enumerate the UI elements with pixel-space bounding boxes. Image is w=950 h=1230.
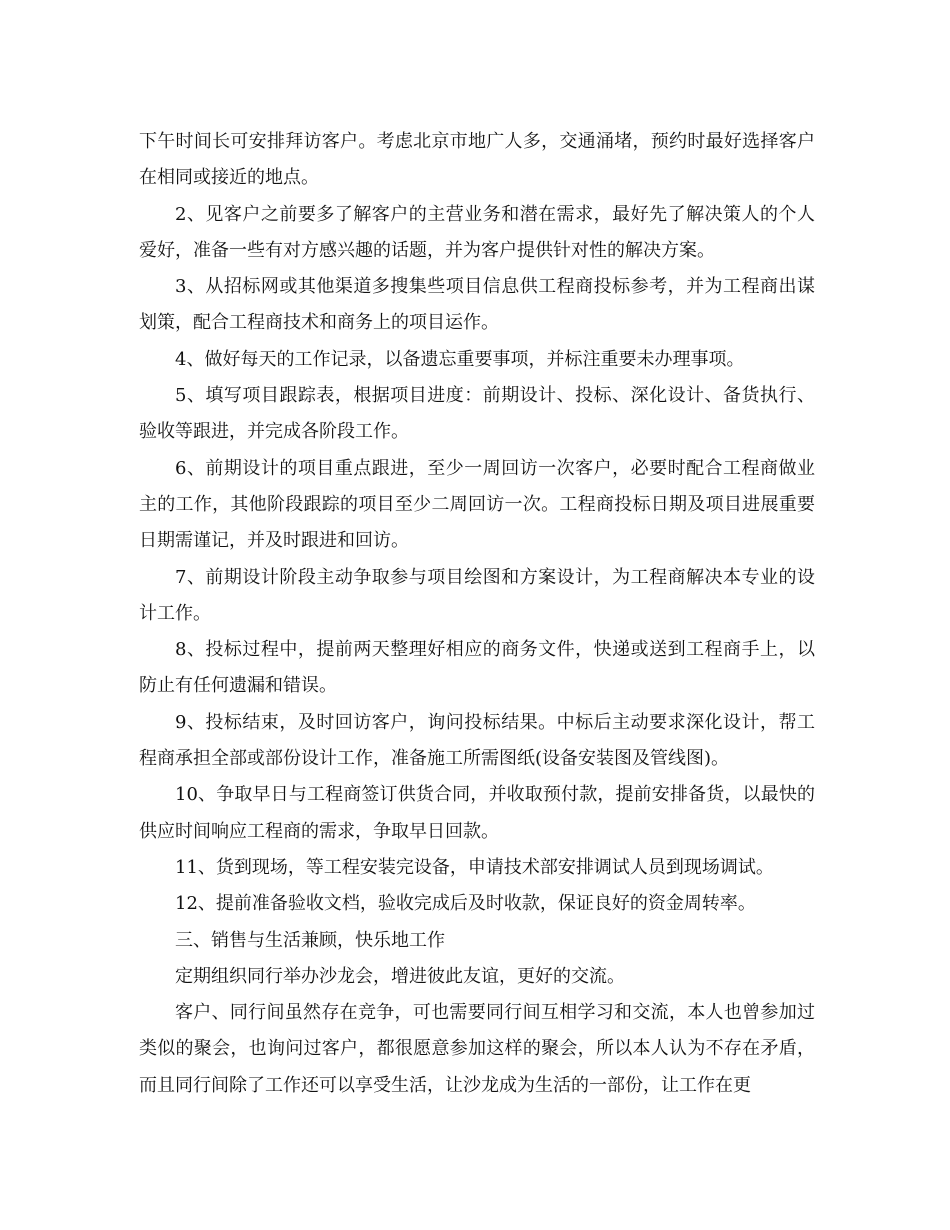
paragraph-4: 4、做好每天的工作记录，以备遗忘重要事项，并标注重要未办理事项。 — [175, 348, 745, 370]
paragraph-14: 定期组织同行举办沙龙会，增进彼此友谊，更好的交流。 — [175, 965, 625, 987]
paragraph-1: 下午时间长可安排拜访客户。考虑北京市地广人多，交通涌堵，预约时最好选择客户在相同或接近的地点。 — [139, 131, 815, 189]
paragraph-6: 6、前期设计的项目重点跟进，至少一周回访一次客户，必要时配合工程商做业主的工作，其他阶段跟踪的项目至少二周回访一次。工程商投标日期及项目进展重要日期需谨记，并及时跟进和回访。 — [139, 457, 815, 552]
paragraph-11: 11、货到现场，等工程安装完设备，申请技术部安排调试人员到现场调试。 — [175, 856, 774, 878]
paragraph-10: 10、争取早日与工程商签订供货合同，并收取预付款，提前安排备货，以最快的供应时间响应工程商的需求，争取早日回款。 — [139, 784, 815, 842]
paragraph-12: 12、提前准备验收文档，验收完成后及时收款，保证良好的资金周转率。 — [175, 893, 756, 915]
paragraph-8: 8、投标过程中，提前两天整理好相应的商务文件，快递或送到工程商手上，以防止有任何遗漏和错误。 — [139, 639, 815, 697]
document-body — [139, 124, 815, 1104]
paragraph-3: 3、从招标网或其他渠道多搜集些项目信息供工程商投标参考，并为工程商出谋划策，配合工程商技术和商务上的项目运作。 — [139, 276, 815, 334]
paragraph-15: 客户、同行间虽然存在竞争，可也需要同行间互相学习和交流，本人也曾参加过类似的聚会，也询问过客户，都很愿意参加这样的聚会，所以本人认为不存在矛盾，而且同行间除了工作还可以享受生活，让沙龙成为生活的一部份，让工作在更 — [139, 1002, 815, 1096]
paragraph-2: 2、见客户之前要多了解客户的主营业务和潜在需求，最好先了解决策人的个人爱好，准备一些有对方感兴趣的话题，并为客户提供针对性的解决方案。 — [139, 203, 815, 261]
paragraph-5: 5、填写项目跟踪表，根据项目进度：前期设计、投标、深化设计、备货执行、验收等跟进，并完成各阶段工作。 — [139, 385, 815, 443]
paragraph-9: 9、投标结束，及时回访客户，询问投标结果。中标后主动要求深化设计，帮工程商承担全部或部份设计工作，准备施工所需图纸(设备安装图及管线图)。 — [139, 711, 815, 770]
paragraph-7: 7、前期设计阶段主动争取参与项目绘图和方案设计，为工程商解决本专业的设计工作。 — [139, 566, 815, 624]
section-heading: 三、销售与生活兼顾，快乐地工作 — [175, 929, 445, 951]
